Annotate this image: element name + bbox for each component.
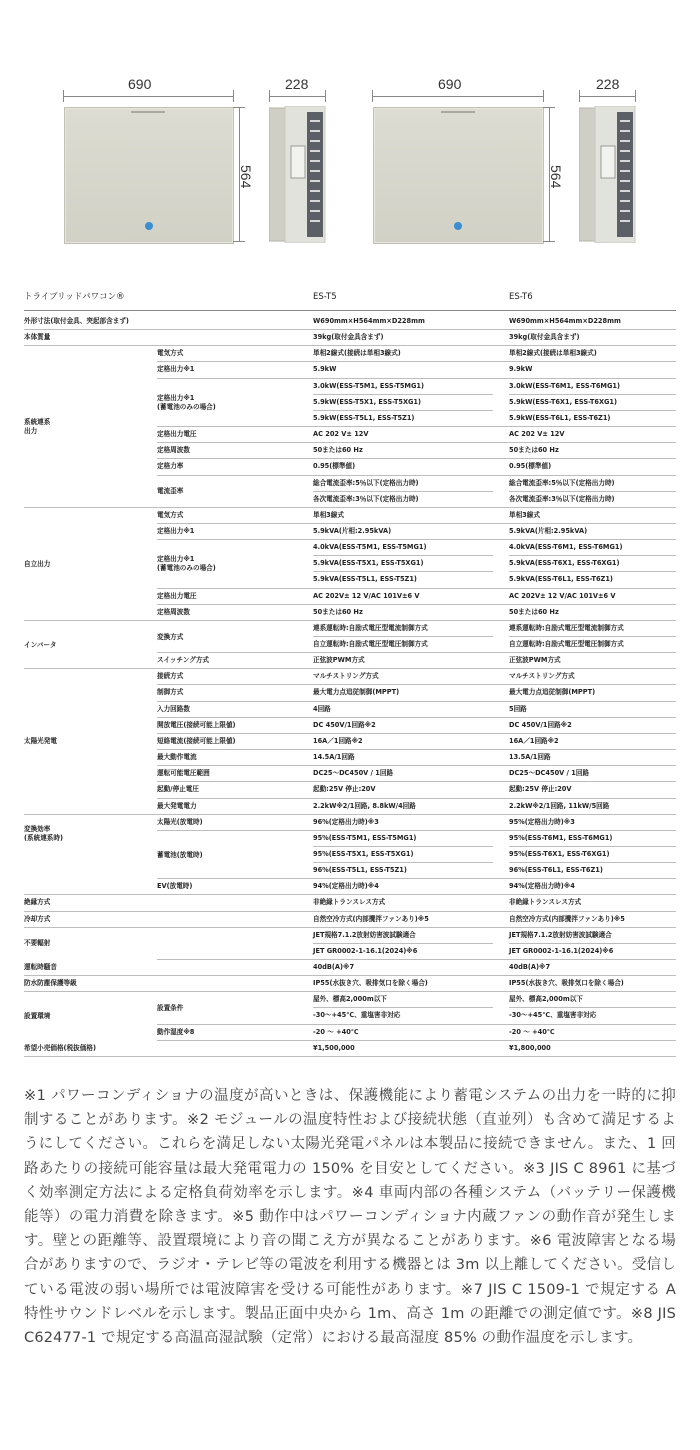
table-row — [24, 944, 676, 960]
table-row — [24, 766, 676, 782]
group-span-label: 系統連系 出力 — [24, 418, 51, 436]
brand-mark — [131, 111, 165, 113]
row-item-label: 定格周波数 — [157, 446, 190, 455]
row-group-label: 絶縁方式 — [24, 898, 51, 907]
table-row — [24, 346, 676, 362]
value-es-t5: 95%(ESS-T5M1, ESS-T5MG1) — [313, 833, 417, 842]
value-es-t5: 総合電流歪率:5％以下(定格出力時) — [313, 478, 419, 487]
table-row — [24, 556, 676, 572]
value-es-t6: 16A／1回路※2 — [509, 736, 559, 745]
value-es-t6: 95%(ESS-T6X1, ESS-T6XG1) — [509, 849, 610, 858]
value-es-t5: ¥1,500,000 — [313, 1043, 355, 1052]
value-es-t5: 40dB(A)※7 — [313, 963, 355, 971]
row-item-label: 定格出力※1 — [157, 526, 195, 535]
value-es-t6: 95%(ESS-T6M1, ESS-T6MG1) — [509, 833, 613, 842]
depth-dim-label: 228 — [596, 76, 620, 92]
row-item-label: EV(放電時) — [157, 882, 193, 891]
dim-tick — [543, 90, 544, 102]
front-panel — [373, 107, 544, 244]
table-row — [24, 427, 676, 443]
value-es-t6: 非絶縁トランスレス方式 — [509, 898, 582, 907]
value-es-t5: 14.5A/1回路 — [313, 753, 355, 762]
row-group-label: 防水防塵保護等級 — [24, 979, 77, 988]
value-es-t6: 96%(ESS-T6L1, ESS-T6Z1) — [509, 866, 603, 875]
value-es-t5: 正弦波PWM方式 — [313, 656, 365, 665]
value-es-t6: ¥1,800,000 — [509, 1043, 551, 1052]
value-es-t6: JET規格7.1.2放射妨害波試験適合 — [509, 930, 612, 939]
value-es-t5: 3.0kW(ESS-T5M1, ESS-T5MG1) — [313, 381, 424, 390]
depth-dim-line — [269, 96, 325, 97]
value-es-t6: IP55(水抜き穴、吸排気口を除く場合) — [509, 979, 624, 988]
table-row — [24, 734, 676, 750]
value-es-t5: 5.9kVA(片相:2.95kVA) — [313, 526, 392, 535]
table-row — [24, 540, 676, 556]
row-group-label: 本体質量 — [24, 333, 51, 342]
value-es-t6: 5.9kW(ESS-T6X1, ESS-T6XG1) — [509, 397, 618, 406]
dim-tick — [372, 90, 373, 102]
row-item-label: 定格出力※1 — [157, 365, 195, 374]
table-row — [24, 508, 676, 524]
value-es-t5: 非絶縁トランスレス方式 — [313, 898, 386, 907]
table-row — [24, 621, 676, 637]
table-header-label: トライブリッドパワコン® — [24, 292, 125, 302]
value-es-t6: 0.95(標準値) — [509, 462, 552, 471]
value-es-t6: DC25～DC450V / 1回路 — [509, 769, 590, 778]
row-item-label: 制御方式 — [157, 688, 184, 697]
table-row — [24, 847, 676, 863]
value-es-t5: 96%(定格出力時)※3 — [313, 817, 379, 826]
value-es-t5: -20 ～ +40℃ — [313, 1027, 359, 1036]
value-es-t6: 50または60 Hz — [509, 607, 559, 616]
table-row — [24, 879, 676, 895]
table-header-es-t6: ES-T6 — [509, 292, 533, 302]
table-row — [24, 395, 676, 411]
value-es-t6: 4.0kVA(ESS-T6M1, ESS-T6MG1) — [509, 543, 623, 552]
value-es-t6: -30～+45℃、重塩害非対応 — [509, 1011, 597, 1020]
value-es-t5: 単相2線式(接続は単相3線式) — [313, 349, 401, 358]
value-es-t6: 正弦波PWM方式 — [509, 656, 561, 665]
item-span-label: 蓄電池(放電時) — [157, 850, 203, 859]
item-span-label: 定格出力※1 (蓄電池のみの場合) — [157, 555, 216, 573]
dim-tick — [635, 90, 636, 102]
value-es-t5: 2.2kW※2/1回路, 8.8kW/4回路 — [313, 801, 416, 810]
item-span-label: 定格出力※1 (蓄電池のみの場合) — [157, 393, 216, 411]
row-item-label: 電気方式 — [157, 510, 184, 519]
width-dim-line — [63, 96, 233, 97]
width-dim-label: 690 — [128, 76, 152, 92]
logo-icon — [454, 222, 462, 230]
value-es-t6: 単相2線式(接続は単相3線式) — [509, 349, 597, 358]
table-row — [24, 976, 676, 992]
value-es-t5: W690mm×H564mm×D228mm — [313, 317, 425, 325]
row-item-label: 定格周波数 — [157, 607, 190, 616]
value-es-t6: 39kg(取付金具含まず) — [509, 333, 580, 342]
table-row — [24, 459, 676, 475]
table-row — [24, 702, 676, 718]
group-span-label: 設置環境 — [24, 1012, 51, 1021]
value-es-t6: 各次電流歪率:3％以下(定格出力時) — [509, 494, 615, 503]
table-row — [24, 476, 676, 492]
value-es-t6: 自立運転時:自励式電圧型電圧制御方式 — [509, 640, 624, 648]
row-item-label: 動作湿度※8 — [157, 1027, 195, 1036]
item-span-label: 変換方式 — [157, 632, 184, 641]
depth-dim-line — [579, 96, 635, 97]
table-row — [24, 799, 676, 815]
value-es-t6: 9.9kW — [509, 365, 533, 374]
table-row — [24, 669, 676, 685]
table-row — [24, 314, 676, 330]
value-es-t5: 自立運転時:自励式電圧型電圧制御方式 — [313, 640, 428, 648]
value-es-t5: 16A／1回路※2 — [313, 736, 363, 745]
table-row — [24, 637, 676, 653]
value-es-t5: 連系運転時:自励式電圧型電流制御方式 — [313, 623, 428, 632]
table-row — [24, 330, 676, 346]
value-es-t6: 2.2kW※2/1回路, 11kW/5回路 — [509, 801, 610, 810]
row-item-label: 接続方式 — [157, 672, 184, 681]
value-es-t6: 5.9kW(ESS-T6L1, ESS-T6Z1) — [509, 413, 611, 422]
depth-dim-label: 228 — [285, 76, 309, 92]
table-top-rule — [24, 310, 676, 311]
value-es-t5: DC25～DC450V / 1回路 — [313, 769, 394, 778]
value-es-t6: 連系運転時:自励式電圧型電流制御方式 — [509, 623, 624, 632]
value-es-t5: 起動:25V 停止:20V — [313, 785, 376, 794]
height-dim-label: 564 — [548, 165, 564, 189]
value-es-t6: 5.9kVA(ESS-T6L1, ESS-T6Z1) — [509, 575, 613, 584]
table-row — [24, 492, 676, 508]
value-es-t5: 各次電流歪率:3％以下(定格出力時) — [313, 494, 419, 503]
value-es-t5: マルチストリング方式 — [313, 672, 379, 681]
spec-table — [24, 290, 676, 1060]
group-span-label: 自立出力 — [24, 559, 51, 568]
table-row — [24, 411, 676, 427]
dim-tick — [325, 90, 326, 102]
table-header-es-t5: ES-T5 — [313, 292, 337, 302]
dim-tick — [233, 241, 245, 242]
row-item-label: 入力回路数 — [157, 704, 190, 713]
dim-tick — [233, 90, 234, 102]
value-es-t6: 94%(定格出力時)※4 — [509, 882, 575, 891]
dim-tick — [543, 241, 555, 242]
value-es-t5: 5.9kW — [313, 365, 337, 374]
value-es-t6: 5回路 — [509, 704, 527, 713]
group-span-label: 不要輻射 — [24, 939, 51, 948]
table-row — [24, 572, 676, 588]
group-span-label: 太陽光発電 — [24, 737, 57, 746]
value-es-t6: 自然空冷方式(内部攪拌ファンあり)※5 — [509, 914, 625, 923]
table-row — [24, 1025, 676, 1041]
item-span-label: 設置条件 — [157, 1003, 184, 1012]
row-item-label: 定格力率 — [157, 462, 184, 471]
value-es-t6: 40dB(A)※7 — [509, 963, 551, 971]
value-es-t6: 95%(定格出力時)※3 — [509, 817, 575, 826]
value-es-t6: 50または60 Hz — [509, 446, 559, 455]
value-es-t5: 自然空冷方式(内部攪拌ファンあり)※5 — [313, 914, 429, 923]
table-row — [24, 750, 676, 766]
value-es-t5: 屋外、標高2,000m以下 — [313, 995, 387, 1004]
value-es-t5: AC 202 V± 12V — [313, 430, 369, 439]
value-es-t6: AC 202 V± 12V — [509, 430, 565, 439]
table-row — [24, 992, 676, 1008]
row-item-label: 定格出力電圧 — [157, 430, 197, 439]
value-es-t5: 4回路 — [313, 704, 331, 713]
value-es-t6: DC 450V/1回路※2 — [509, 720, 572, 729]
brand-mark — [441, 111, 475, 113]
row-group-label: 外形寸法(取付金具、突起部含まず) — [24, 317, 129, 325]
side-panel — [579, 106, 636, 243]
value-es-t6: 屋外、標高2,000m以下 — [509, 995, 583, 1004]
row-item-label: 定格出力電圧 — [157, 591, 197, 600]
table-row — [24, 362, 676, 378]
row-item-label: 短絡電流(接続可能上限値) — [157, 736, 236, 745]
front-panel — [64, 107, 234, 244]
table-row — [24, 685, 676, 701]
row-item-label: 運転可能電圧範囲 — [157, 769, 210, 778]
value-es-t6: 起動:25V 停止:20V — [509, 785, 572, 794]
table-row — [24, 524, 676, 540]
value-es-t5: 4.0kVA(ESS-T5M1, ESS-T5MG1) — [313, 543, 427, 552]
table-row — [24, 589, 676, 605]
row-item-label: 太陽光(放電時) — [157, 817, 203, 826]
group-span-label: 変換効率 (系統連系時) — [24, 824, 63, 842]
height-dim-label: 564 — [238, 165, 254, 189]
item-span-label: 電流歪率 — [157, 487, 184, 496]
value-es-t5: 50または60 Hz — [313, 607, 363, 616]
value-es-t6: マルチストリング方式 — [509, 672, 575, 681]
footnotes: ※1 パワーコンディショナの温度が高いときは、保護機能により蓄電システムの出力を一時的に抑制することがあります。※2 モジュールの温度特性および接続状態（直並列）も含めて満足するようにしてください。これらを満足しない太陽光発電パネルは本製品に接続できません。また、1 回路あたりの接続可能容量は最大発電電力の 150% を目安としてください。※3 JIS C 8961 に基づく効率測定方法による定格負荷効率を示します。※4 車両内部の各種システム（バッテリー保護機能等）の電力消費を除きます。※5 動作中はパワーコンディショナ内蔵ファンの動作音が発生します。壁との距離等、設置環境により音の聞こえ方が異なることがあります。※6 電波障害となる場合がありますので、ラジオ・テレビ等の電波を利用する機器とは 3m 以上離してください。受信している電波の弱い場所では電波障害を受ける可能性があります。※7 JIS C 1509-1 で規定する A 特性サウンドレベルを示します。製品正面中央から 1m、高さ 1m の距離での測定値です。※8 JIS C62477-1 で規定する高温高湿試験（定常）における最高湿度 85% の動作温度を示します。 — [24, 1088, 676, 1347]
dim-tick — [233, 107, 245, 108]
width-dim-line — [372, 96, 543, 97]
row-item-label: 最大発電電力 — [157, 801, 197, 810]
value-es-t5: -30～+45℃、重塩害非対応 — [313, 1011, 401, 1020]
value-es-t5: 5.9kVA(ESS-T5L1, ESS-T5Z1) — [313, 575, 417, 584]
value-es-t6: JET GR0002-1-16.1(2024)※6 — [509, 946, 614, 955]
table-row — [24, 815, 676, 831]
group-span-label: インバータ — [24, 640, 57, 649]
row-group-label: 冷却方式 — [24, 914, 51, 923]
value-es-t6: 3.0kW(ESS-T6M1, ESS-T6MG1) — [509, 381, 620, 390]
value-es-t5: 5.9kVA(ESS-T5X1, ESS-T5XG1) — [313, 559, 424, 568]
table-row — [24, 1041, 676, 1057]
dim-tick — [579, 90, 580, 102]
table-row — [24, 443, 676, 459]
value-es-t6: W690mm×H564mm×D228mm — [509, 317, 621, 325]
value-es-t5: 0.95(標準値) — [313, 462, 356, 471]
table-row — [24, 718, 676, 734]
value-es-t5: 94%(定格出力時)※4 — [313, 882, 379, 891]
value-es-t6: 総合電流歪率:5％以下(定格出力時) — [509, 478, 615, 487]
dim-tick — [543, 107, 555, 108]
value-es-t6: 5.9kVA(ESS-T6X1, ESS-T6XG1) — [509, 559, 620, 568]
value-es-t5: 50または60 Hz — [313, 446, 363, 455]
table-row — [24, 379, 676, 395]
width-dim-label: 690 — [438, 76, 462, 92]
table-row — [24, 912, 676, 928]
row-divider — [24, 1056, 676, 1057]
value-es-t5: 39kg(取付金具含まず) — [313, 333, 384, 342]
table-row — [24, 605, 676, 621]
value-es-t5: AC 202V± 12 V/AC 101V±6 V — [313, 591, 420, 600]
value-es-t6: 13.5A/1回路 — [509, 753, 551, 762]
table-row — [24, 831, 676, 847]
value-es-t5: JET GR0002-1-16.1(2024)※6 — [313, 946, 418, 955]
value-es-t5: 最大電力点追従制御(MPPT) — [313, 688, 400, 697]
value-es-t5: 5.9kW(ESS-T5X1, ESS-T5XG1) — [313, 397, 422, 406]
value-es-t6: AC 202V± 12 V/AC 101V±6 V — [509, 591, 616, 600]
row-item-label: 開放電圧(接続可能上限値) — [157, 720, 236, 729]
value-es-t5: 96%(ESS-T5L1, ESS-T5Z1) — [313, 866, 407, 875]
value-es-t5: 95%(ESS-T5X1, ESS-T5XG1) — [313, 849, 414, 858]
table-row — [24, 928, 676, 944]
value-es-t5: 5.9kW(ESS-T5L1, ESS-T5Z1) — [313, 413, 415, 422]
value-es-t6: 単相3線式 — [509, 510, 540, 519]
row-item-label: スイッチング方式 — [157, 656, 210, 665]
row-item-label: 最大動作電流 — [157, 753, 197, 762]
row-item-label: 電気方式 — [157, 349, 184, 358]
row-item-label: 起動/停止電圧 — [157, 785, 199, 794]
dim-tick — [269, 90, 270, 102]
dim-tick — [63, 90, 64, 102]
side-panel — [269, 106, 326, 243]
table-row — [24, 863, 676, 879]
table-row — [24, 782, 676, 798]
table-row — [24, 960, 676, 976]
row-group-label: 希望小売価格(税抜価格) — [24, 1043, 96, 1052]
value-es-t6: 5.9kVA(片相:2.95kVA) — [509, 526, 588, 535]
table-row — [24, 653, 676, 669]
table-row — [24, 1008, 676, 1024]
table-row — [24, 895, 676, 911]
value-es-t5: DC 450V/1回路※2 — [313, 720, 376, 729]
value-es-t6: -20 ～ +40℃ — [509, 1027, 555, 1036]
value-es-t5: 単相3線式 — [313, 510, 344, 519]
row-group-label: 運転時騒音 — [24, 963, 57, 971]
value-es-t5: JET規格7.1.2放射妨害波試験適合 — [313, 930, 416, 939]
value-es-t5: IP55(水抜き穴、吸排気口を除く場合) — [313, 979, 428, 988]
value-es-t6: 最大電力点追従制御(MPPT) — [509, 688, 596, 697]
logo-icon — [145, 222, 153, 230]
